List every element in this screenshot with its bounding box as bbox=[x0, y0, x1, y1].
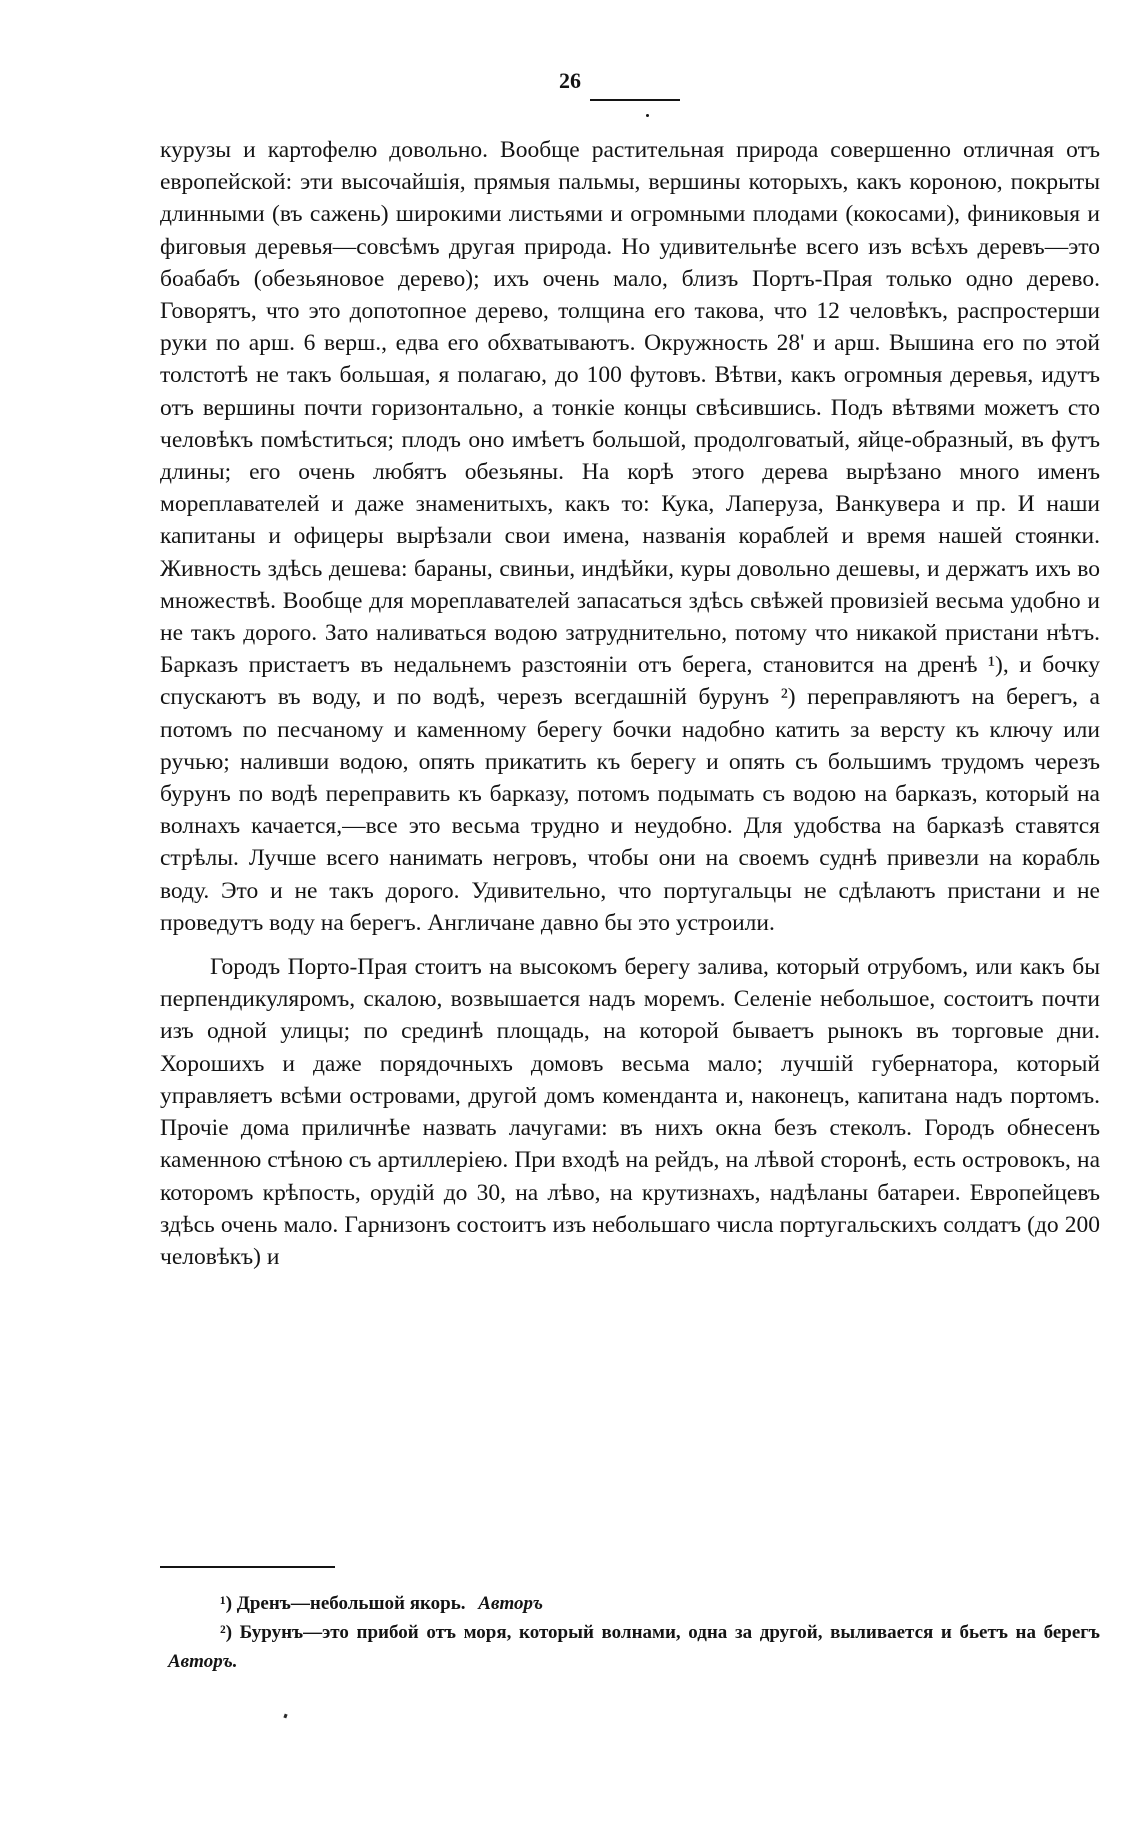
footnote-1-mark: ¹) bbox=[220, 1593, 233, 1614]
paragraph-1: курузы и картофелю довольно. Вообще растительная природа совершенно отличная отъ европейской: эти высочайшія, прямыя пальмы, вершины которыхъ, какъ короною, покрыты длинными (въ сажень) широкими листьями и огромными плодами (кокосами), финиковыя и фиговыя деревья—совсѣмъ другая природа. Но удивительнѣе всего изъ всѣхъ деревъ—это боабабъ (обезьяновое дерево); ихъ очень мало, близъ Портъ-Прая только одно дерево. Говорятъ, что это допотопное дерево, толщина его такова, что 12 человѣкъ, распростерши руки по арш. 6 верш., едва его обхватываютъ. Окружность 28' и арш. Вышина его по этой толстотѣ не такъ большая, я полагаю, до 100 футовъ. Вѣтви, какъ огромныя деревья, идутъ отъ вершины почти горизонтально, а тонкіе концы свѣсившись. Подъ вѣтвями можетъ сто человѣкъ помѣститься; плодъ оно имѣетъ большой, продолговатый, яйце-образный, въ футъ длины; его очень любятъ обезьяны. На корѣ этого дерева вырѣзано много именъ мореплавателей и даже знаменитыхъ, какъ то: Кука, Лаперуза, Ванкувера и пр. И наши капитаны и офицеры вырѣзали свои имена, названія кораблей и время нашей стоянки. Живность здѣсь дешева: бараны, свиньи, индѣйки, куры довольно дешевы, и держатъ ихъ во множествѣ. Вообще для мореплавателей запасаться здѣсь свѣжей провизіей весьма удобно и не такъ дорого. Зато наливаться водою затруднительно, потому что никакой пристани нѣтъ. Барказъ пристаетъ въ недальнемъ разстояніи отъ берега, становится на дренѣ ¹), и бочку спускаютъ въ воду, и по водѣ, черезъ всегдашній бурунъ ²) переправляютъ на берегъ, а потомъ по песчаному и каменному берегу бочки надобно катить за версту къ ключу или ручью; наливши водою, опять прикатить къ берегу и опять съ большимъ трудомъ черезъ бурунъ по водѣ переправить къ барказу, потомъ подымать съ водою на барказъ, который на волнахъ качается,—все это весьма трудно и неудобно. Для удобства на барказѣ ставятся стрѣлы. Лучше всего нанимать негровъ, чтобы они на своемъ суднѣ привезли на корабль воду. Это и не такъ дорого. Удивительно, что португальцы не сдѣлаютъ пристани и не проведутъ воду на берегъ. Англичане давно бы это устроили. bbox=[160, 137, 1100, 936]
page-number: 26 bbox=[559, 68, 581, 93]
footnote-2-text: Бурунъ—это прибой отъ моря, который волнами, одна за другой, выливается и бьетъ на берегъ bbox=[239, 1622, 1101, 1643]
page-number-speck bbox=[646, 114, 649, 117]
main-text bbox=[160, 134, 1100, 1273]
footnote-2 bbox=[160, 1618, 1100, 1676]
footnote-1-text: Дренъ—небольшой якорь. bbox=[236, 1593, 466, 1614]
footnote-separator bbox=[160, 1566, 335, 1568]
print-speck bbox=[283, 1714, 287, 1719]
footnotes bbox=[160, 1589, 1100, 1676]
footnote-2-mark: ²) bbox=[220, 1622, 233, 1643]
paragraph-2: Городъ Порто-Прая стоитъ на высокомъ берегу залива, который отрубомъ, или какъ бы перпендикуляромъ, скалою, возвышается надъ моремъ. Селеніе небольшое, состоитъ почти изъ одной улицы; по срединѣ площадь, на которой бываетъ рынокъ въ торговые дни. Хорошихъ и даже порядочныхъ домовъ весьма мало; лучшій губернатора, который управляетъ всѣми островами, другой домъ коменданта и, наконецъ, капитана надъ портомъ. Прочіе дома приличнѣе назвать лачугами: въ нихъ окна безъ стеколъ. Городъ обнесенъ каменною стѣною съ артиллеріею. При входѣ на рейдъ, на лѣвой сторонѣ, есть островокъ, на которомъ крѣпость, орудій до 30, на лѣво, на крутизнахъ, надѣланы батареи. Европейцевъ здѣсь очень мало. Гарнизонъ состоитъ изъ небольшаго числа португальскихъ солдатъ (до 200 человѣкъ) и bbox=[160, 954, 1100, 1270]
footnote-1-author: Авторъ bbox=[478, 1593, 543, 1614]
footnote-2-author: Авторъ. bbox=[168, 1651, 238, 1672]
footnote-1 bbox=[160, 1589, 1100, 1618]
page-number-rule bbox=[590, 99, 680, 101]
